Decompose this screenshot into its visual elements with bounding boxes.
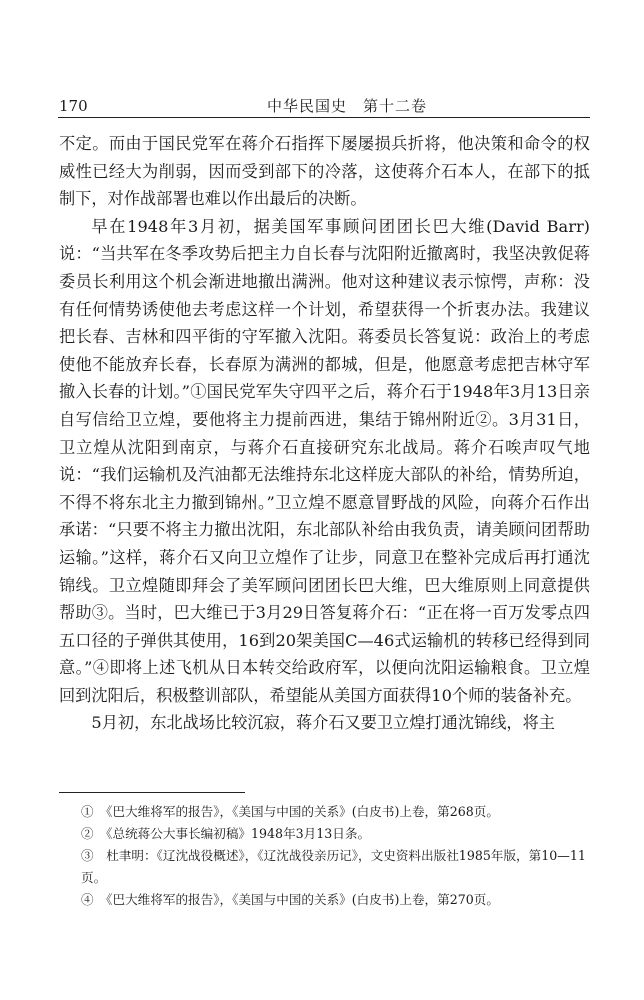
footnotes: [59, 801, 590, 911]
page-number: 170: [59, 97, 88, 115]
body-text: [59, 130, 590, 737]
header-rule: [58, 117, 590, 118]
footnote-4: ④ 《巴大维将军的报告》，《美国与中国的关系》(白皮书)上卷，第270页。: [81, 892, 499, 907]
paragraph-2: 早在1948年3月初，据美国军事顾问团团长巴大维(David Barr)说：“当共军在冬季攻势后把主力自长春与沈阳附近撤离时，我坚决敦促蒋委员长利用这个机会渐进地撤出满洲。他对这种建议表示惊愕，声称：没有任何情势诱使他去考虑这样一个计划，希望获得一个折衷办法。我建议把长春、吉林和四平街的守军撤入沈阳。蒋委员长答复说：政治上的考虑使他不能放弃长春，长春原为满洲的都城，但是，他愿意考虑把吉林守军撤入长春的计划。”①国民党军失守四平之后，蒋介石于1948年3月13日亲自写信给卫立煌，要他将主力提前西进，集结于锦州附近②。3月31日，卫立煌从沈阳到南京，与蒋介石直接研究东北战局。蒋介石唉声叹气地说：“我们运输机及汽油都无法维持东北这样庞大部队的补给，情势所迫，不得不将东北主力撤到锦州。”卫立煌不愿意冒野战的风险，向蒋介石作出承诺：“只要不将主力撤出沈阳，东北部队补给由我负责，请美顾问团帮助运输。”这样，蒋介石又向卫立煌作了让步，同意卫在整补完成后再打通沈锦线。卫立煌随即拜会了美军顾问团团长巴大维，巴大维原则上同意提供帮助③。当时，巴大维已于3月29日答复蒋介石：“正在将一百万发零点四五口径的子弹供其使用，16到20架美国C—46式运输机的转移已经得到同意。”④即将上述飞机从日本转交给政府军，以便向沈阳运输粮食。卫立煌回到沈阳后，积极整训部队，希望能从美国方面获得10个师的装备补充。: [59, 216, 590, 705]
paragraph-1: 不定。而由于国民党军在蒋介石指挥下屡屡损兵折将，他决策和命令的权威性已经大为削弱，因而受到部下的冷落，这使蒋介石本人，在部下的抵制下，对作战部署也难以作出最后的决断。: [59, 134, 590, 209]
running-title: 中华民国史 第十二卷: [267, 97, 428, 115]
footnote-rule: [59, 792, 245, 793]
footnote-2: ② 《总统蒋公大事长编初稿》1948年3月13日条。: [81, 826, 371, 841]
footnote-3: ③ 杜聿明：《辽沈战役概述》，《辽沈战役亲历记》，文史资料出版社1985年版，第10—11页。: [81, 848, 586, 885]
paragraph-3: 5月初，东北战场比较沉寂，蒋介石又要卫立煌打通沈锦线，将主: [91, 713, 555, 733]
footnote-1: ① 《巴大维将军的报告》，《美国与中国的关系》(白皮书)上卷，第268页。: [81, 804, 499, 819]
